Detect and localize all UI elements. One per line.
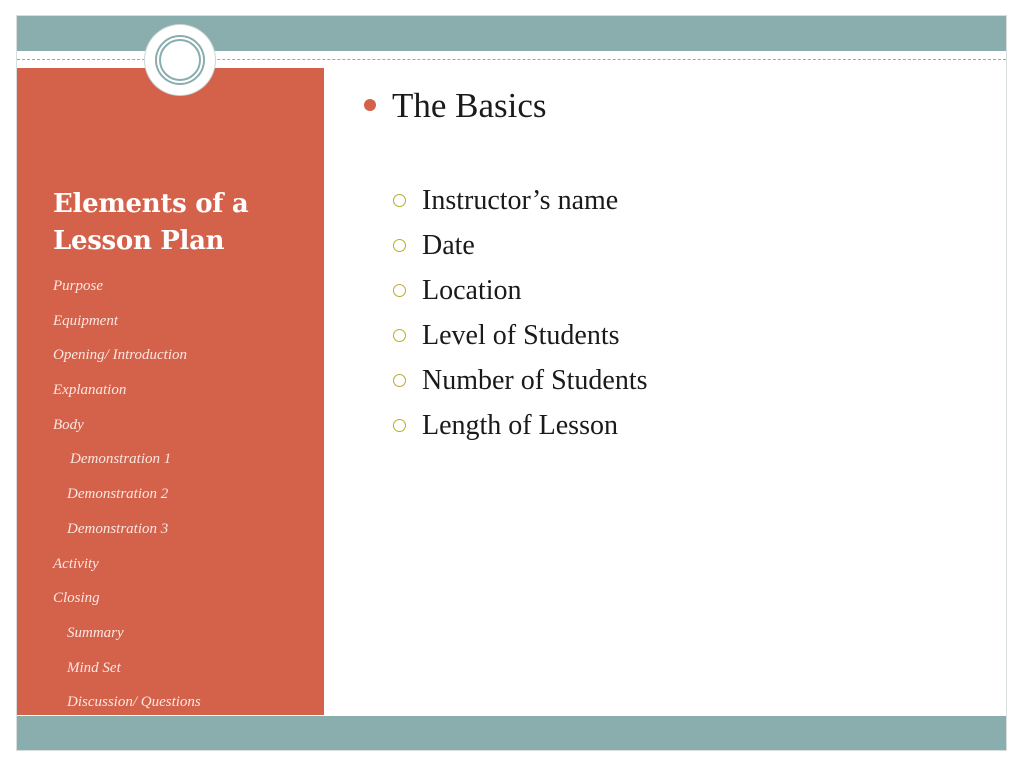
hollow-circle-bullet-icon — [393, 374, 406, 387]
basics-item-label: Location — [422, 275, 522, 306]
bottom-band — [17, 716, 1006, 750]
content-area — [357, 84, 977, 441]
basics-item — [391, 403, 648, 448]
basics-item — [391, 223, 648, 268]
double-ring-emblem-icon — [145, 25, 215, 95]
sidebar-list — [53, 275, 313, 726]
sidebar-item: Purpose — [53, 278, 103, 294]
sidebar-panel — [17, 68, 324, 715]
slide — [17, 16, 1006, 750]
basics-item-label: Number of Students — [422, 365, 648, 396]
main-heading: The Basics — [392, 86, 547, 125]
sidebar-subitem: Mind Set — [67, 659, 121, 676]
sidebar-title: Elements of a Lesson Plan — [53, 189, 249, 256]
sidebar-item: Activity — [53, 555, 99, 572]
basics-item-label: Instructor’s name — [422, 185, 619, 216]
sidebar-item: Closing — [53, 590, 100, 607]
sidebar-subitem: Demonstration 2 — [67, 486, 169, 503]
main-bullet — [357, 84, 977, 128]
hollow-circle-bullet-icon — [393, 284, 406, 297]
sidebar-item: Opening/ Introduction — [53, 347, 188, 364]
sidebar-item: Explanation — [53, 382, 127, 399]
basics-item — [391, 358, 648, 403]
basics-item — [391, 313, 648, 358]
sidebar-subitem: Discussion/ Questions — [67, 694, 201, 711]
hollow-circle-bullet-icon — [393, 329, 406, 342]
basics-item-label: Length of Lesson — [422, 410, 618, 441]
sidebar-subitem: Summary — [67, 624, 124, 641]
sidebar-item: Equipment — [53, 312, 118, 329]
sidebar-item: Body — [53, 416, 84, 433]
emblem-inner-ring — [159, 39, 201, 81]
sidebar-subitem: Demonstration 3 — [67, 520, 169, 537]
basics-item — [391, 268, 648, 313]
hollow-circle-bullet-icon — [393, 239, 406, 252]
hollow-circle-bullet-icon — [393, 194, 406, 207]
filled-circle-bullet-icon — [364, 99, 376, 111]
basics-item — [391, 178, 648, 223]
hollow-circle-bullet-icon — [393, 419, 406, 432]
basics-item-label: Date — [422, 230, 475, 261]
basics-item-label: Level of Students — [422, 320, 620, 351]
sidebar-subitem: Demonstration 1 — [70, 451, 172, 468]
basics-list — [391, 178, 648, 448]
